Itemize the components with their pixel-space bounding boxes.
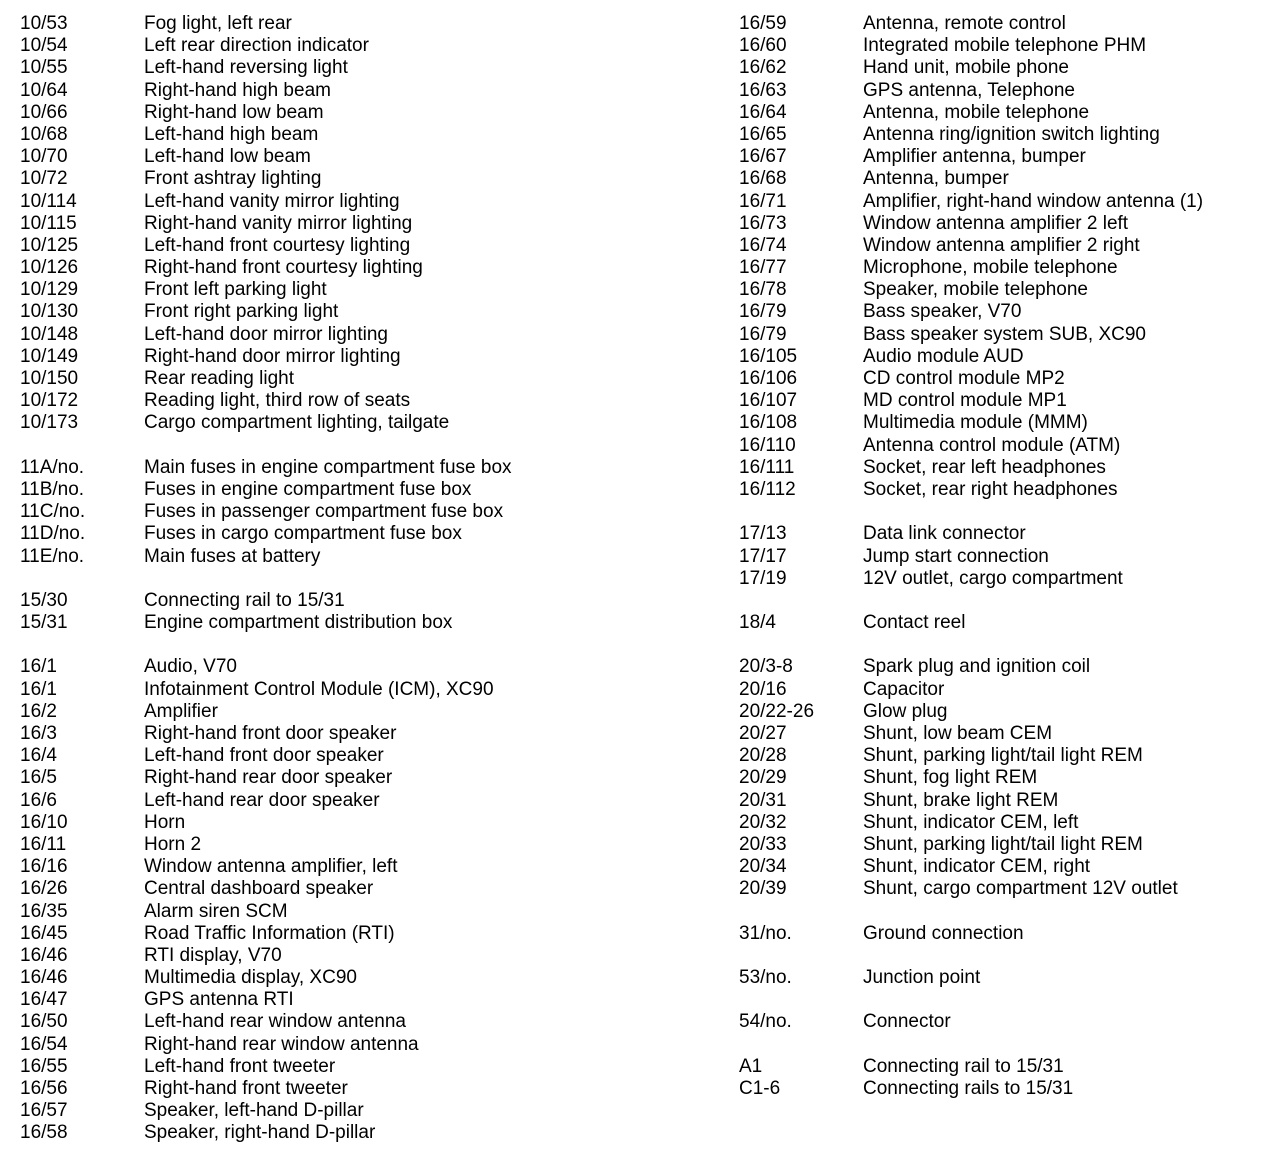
legend-entry: [739, 1011, 1269, 1033]
component-description: Multimedia module (MMM): [863, 412, 1088, 434]
legend-entry: [20, 368, 710, 390]
legend-entry: [20, 745, 710, 767]
component-code: 16/73: [739, 212, 787, 234]
component-code: 16/60: [739, 35, 787, 57]
section-spacer: [20, 634, 710, 656]
component-code: 16/4: [20, 745, 57, 767]
component-description: Road Traffic Information (RTI): [144, 922, 395, 944]
legend-entry: [739, 612, 1269, 634]
legend-entry: [739, 923, 1269, 945]
legend-entry: [20, 479, 710, 501]
component-code: 16/77: [739, 257, 787, 279]
component-code: 16/56: [20, 1078, 68, 1099]
component-description: RTI display, V70: [144, 944, 282, 966]
component-code: 53/no.: [739, 967, 792, 989]
legend-entry: [739, 35, 1269, 57]
component-code: 10/115: [20, 212, 77, 234]
legend-entry: [20, 723, 710, 745]
component-description: Audio module AUD: [863, 345, 1024, 367]
legend-entry: [20, 124, 710, 146]
legend-entry: [739, 80, 1269, 102]
component-description: Central dashboard speaker: [144, 878, 374, 900]
component-description: Antenna, bumper: [863, 168, 1009, 190]
component-description: Alarm siren SCM: [144, 900, 288, 922]
component-description: Connecting rail to 15/31: [863, 1055, 1064, 1077]
component-description: Shunt, indicator CEM, left: [863, 811, 1079, 833]
legend-entry: [20, 324, 710, 346]
legend-entry: [20, 1100, 710, 1122]
component-description: Main fuses at battery: [144, 545, 321, 567]
component-code: 16/68: [739, 168, 787, 190]
component-description: Horn: [144, 811, 186, 833]
component-description: Shunt, cargo compartment 12V outlet: [863, 878, 1178, 900]
legend-entry: [739, 457, 1269, 479]
legend-entry: [739, 102, 1269, 124]
component-code: 16/16: [20, 856, 68, 878]
component-description: Left-hand high beam: [144, 123, 319, 145]
component-description: Hand unit, mobile phone: [863, 57, 1069, 79]
component-description: Fuses in engine compartment fuse box: [144, 478, 472, 500]
component-code: 20/34: [739, 856, 787, 878]
component-code: 16/62: [739, 57, 787, 79]
legend-entry: [20, 412, 710, 434]
component-description: Ground connection: [863, 922, 1024, 944]
component-code: 16/5: [20, 767, 57, 789]
legend-entry: [20, 390, 710, 412]
component-code: 10/130: [20, 301, 79, 323]
legend-entry: [20, 546, 710, 568]
component-description: Window antenna amplifier 2 right: [863, 234, 1140, 256]
legend-entry: [739, 523, 1269, 545]
legend-entry: [20, 13, 710, 35]
component-description: CD control module MP2: [863, 368, 1065, 389]
component-description: Shunt, parking light/tail light REM: [863, 833, 1143, 855]
component-description: Right-hand low beam: [144, 101, 324, 123]
component-description: Integrated mobile telephone PHM: [863, 35, 1147, 57]
component-code: 16/111: [739, 456, 795, 478]
component-description: GPS antenna RTI: [144, 989, 294, 1011]
legend-entry: [20, 235, 710, 257]
component-code: 20/29: [739, 767, 787, 789]
legend-entry: [739, 1056, 1269, 1078]
legend-entry: [739, 767, 1269, 789]
legend-entry: [739, 967, 1269, 989]
legend-entry: [20, 679, 710, 701]
component-code: 10/54: [20, 35, 68, 57]
legend-entry: [20, 656, 710, 678]
component-description: Front left parking light: [144, 279, 327, 301]
component-code: 16/50: [20, 1011, 68, 1033]
component-code: 10/72: [20, 168, 68, 190]
legend-entry: [20, 767, 710, 789]
component-description: Left-hand vanity mirror lighting: [144, 190, 400, 212]
legend-entry: [739, 1078, 1269, 1100]
component-description: Speaker, mobile telephone: [863, 279, 1088, 301]
component-code: 10/53: [20, 13, 68, 34]
component-description: Left-hand front tweeter: [144, 1055, 336, 1077]
component-description: Left-hand front courtesy lighting: [144, 234, 411, 256]
component-code: 10/148: [20, 323, 79, 345]
legend-entry: [739, 279, 1269, 301]
component-description: Audio, V70: [144, 656, 237, 678]
component-description: 12V outlet, cargo compartment: [863, 567, 1123, 589]
legend-entry: [739, 679, 1269, 701]
component-description: Spark plug and ignition coil: [863, 656, 1091, 678]
component-description: Infotainment Control Module (ICM), XC90: [144, 678, 494, 700]
component-code: 16/79: [739, 323, 787, 345]
legend-entry: [739, 856, 1269, 878]
component-code: 16/108: [739, 412, 798, 434]
component-code: 16/106: [739, 368, 798, 389]
component-description: Speaker, right-hand D-pillar: [144, 1122, 376, 1144]
legend-entry: [739, 745, 1269, 767]
component-description: Socket, rear left headphones: [863, 456, 1106, 478]
component-code: A1: [739, 1055, 763, 1077]
component-description: Multimedia display, XC90: [144, 967, 357, 989]
component-code: 20/39: [739, 878, 787, 900]
component-code: 10/173: [20, 412, 79, 434]
component-code: 11E/no.: [20, 545, 85, 567]
component-description: Right-hand front courtesy lighting: [144, 257, 423, 279]
legend-entry: [20, 279, 710, 301]
component-code: 16/65: [739, 123, 787, 145]
component-code: 16/46: [20, 967, 68, 989]
component-code: 11D/no.: [20, 523, 86, 545]
component-code: 10/150: [20, 368, 79, 389]
legend-entry: [739, 812, 1269, 834]
legend-entry: [739, 546, 1269, 568]
component-code: 16/64: [739, 101, 787, 123]
component-description: Right-hand door mirror lighting: [144, 345, 401, 367]
component-code: 20/16: [739, 678, 787, 700]
component-description: Window antenna amplifier 2 left: [863, 212, 1129, 234]
component-code: 20/28: [739, 745, 787, 767]
component-description: Left-hand front door speaker: [144, 745, 384, 767]
component-description: Front right parking light: [144, 301, 339, 323]
legend-entry: [739, 13, 1269, 35]
section-spacer: [20, 435, 710, 457]
legend-entry: [739, 191, 1269, 213]
component-code: 11B/no.: [20, 478, 85, 500]
component-code: 16/46: [20, 944, 68, 966]
component-code: 10/66: [20, 101, 68, 123]
legend-entry: [20, 901, 710, 923]
section-spacer: [739, 945, 1269, 967]
component-code: 16/11: [20, 833, 67, 855]
component-code: 16/110: [739, 434, 796, 456]
legend-entry: [739, 346, 1269, 368]
component-description: Shunt, low beam CEM: [863, 723, 1053, 744]
legend-entry: [20, 80, 710, 102]
component-code: 16/3: [20, 723, 57, 744]
legend-entry: [739, 57, 1269, 79]
component-code: 16/112: [739, 478, 796, 500]
component-code: 10/172: [20, 390, 79, 412]
component-code: 11A/no.: [20, 456, 85, 478]
component-code: 16/54: [20, 1033, 68, 1055]
component-description: Shunt, brake light REM: [863, 789, 1059, 811]
legend-entry: [739, 435, 1269, 457]
legend-entry: [20, 612, 710, 634]
component-description: Fuses in passenger compartment fuse box: [144, 501, 504, 523]
legend-entry: [20, 213, 710, 235]
legend-entry: [739, 257, 1269, 279]
legend-entry: [20, 257, 710, 279]
component-description: Capacitor: [863, 678, 945, 700]
component-description: Jump start connection: [863, 545, 1049, 567]
component-description: Right-hand rear door speaker: [144, 767, 393, 789]
legend-entry: [20, 457, 710, 479]
legend-entry: [20, 856, 710, 878]
component-code: 16/45: [20, 922, 68, 944]
component-description: Antenna ring/ignition switch lighting: [863, 123, 1160, 145]
component-description: Left-hand rear window antenna: [144, 1011, 406, 1033]
component-code: 54/no.: [739, 1011, 792, 1033]
legend-entry: [20, 102, 710, 124]
legend-entry: [20, 35, 710, 57]
component-code: 16/47: [20, 989, 68, 1011]
component-code: 10/125: [20, 234, 79, 256]
legend-entry: [20, 945, 710, 967]
component-code: 16/59: [739, 13, 787, 34]
component-description: Antenna, mobile telephone: [863, 101, 1090, 123]
legend-entry: [739, 568, 1269, 590]
component-code: 16/1: [20, 678, 57, 700]
legend-entry: [20, 301, 710, 323]
component-description: Speaker, left-hand D-pillar: [144, 1100, 364, 1122]
legend-entry: [20, 1078, 710, 1100]
legend-entry: [739, 146, 1269, 168]
component-description: Fuses in cargo compartment fuse box: [144, 523, 462, 545]
legend-entry: [739, 124, 1269, 146]
legend-entry: [20, 146, 710, 168]
component-description: Horn 2: [144, 833, 202, 855]
component-description: Data link connector: [863, 523, 1026, 545]
component-description: Window antenna amplifier, left: [144, 856, 398, 878]
component-description: Antenna, remote control: [863, 13, 1066, 34]
component-description: Right-hand high beam: [144, 79, 331, 101]
component-code: 10/55: [20, 57, 68, 79]
legend-entry: [739, 878, 1269, 900]
legend-entry: [20, 878, 710, 900]
component-description: Glow plug: [863, 700, 948, 722]
component-code: 17/13: [739, 523, 787, 545]
component-code: 20/32: [739, 811, 787, 833]
component-code: 18/4: [739, 612, 776, 634]
component-description: Amplifier, right-hand window antenna (1): [863, 190, 1204, 212]
legend-entry: [739, 834, 1269, 856]
component-code: 16/63: [739, 79, 787, 101]
component-code: 16/58: [20, 1122, 68, 1144]
legend-entry: [20, 1011, 710, 1033]
component-code: 17/19: [739, 567, 787, 589]
component-code: 16/26: [20, 878, 68, 900]
component-code: 11C/no.: [20, 501, 86, 523]
section-spacer: [739, 1034, 1269, 1056]
component-description: Reading light, third row of seats: [144, 390, 411, 412]
component-code: 16/6: [20, 789, 57, 811]
left-column: [20, 13, 710, 1145]
legend-entry: [739, 790, 1269, 812]
section-spacer: [739, 989, 1269, 1011]
component-code: 20/27: [739, 723, 787, 744]
component-code: 20/33: [739, 833, 787, 855]
component-code: 16/35: [20, 900, 68, 922]
component-code: 20/31: [739, 789, 787, 811]
legend-entry: [20, 501, 710, 523]
component-description: Microphone, mobile telephone: [863, 257, 1118, 279]
component-code: 31/no.: [739, 922, 792, 944]
component-code: 16/74: [739, 234, 787, 256]
component-code: 16/79: [739, 301, 787, 323]
legend-entry: [739, 235, 1269, 257]
legend-entry: [20, 191, 710, 213]
component-description: Shunt, parking light/tail light REM: [863, 745, 1143, 767]
legend-entry: [20, 923, 710, 945]
component-code: 10/64: [20, 79, 68, 101]
component-description: Contact reel: [863, 612, 966, 634]
legend-entry: [739, 168, 1269, 190]
component-description: Connecting rail to 15/31: [144, 589, 345, 611]
legend-entry: [20, 346, 710, 368]
component-code: 10/126: [20, 257, 79, 279]
legend-entry: [20, 834, 710, 856]
component-description: Right-hand front tweeter: [144, 1078, 348, 1099]
component-description: Left-hand door mirror lighting: [144, 323, 388, 345]
right-column: [739, 13, 1269, 1100]
component-description: GPS antenna, Telephone: [863, 79, 1075, 101]
component-code: 16/78: [739, 279, 787, 301]
section-spacer: [20, 568, 710, 590]
component-description: Main fuses in engine compartment fuse box: [144, 456, 512, 478]
component-description: Shunt, fog light REM: [863, 767, 1038, 789]
component-description: Fog light, left rear: [144, 13, 292, 34]
legend-entry: [20, 1056, 710, 1078]
component-description: Right-hand vanity mirror lighting: [144, 212, 413, 234]
legend-entry: [739, 368, 1269, 390]
component-description: Connector: [863, 1011, 951, 1033]
section-spacer: [739, 634, 1269, 656]
legend-entry: [739, 390, 1269, 412]
component-description: Shunt, indicator CEM, right: [863, 856, 1091, 878]
legend-entry: [739, 412, 1269, 434]
legend-entry: [20, 967, 710, 989]
component-description: Left-hand low beam: [144, 146, 311, 168]
component-code: 16/71: [739, 190, 787, 212]
component-code: 15/31: [20, 612, 68, 634]
component-description: Right-hand front door speaker: [144, 723, 397, 744]
component-description: Amplifier: [144, 700, 218, 722]
section-spacer: [739, 590, 1269, 612]
legend-entry: [20, 57, 710, 79]
component-code: 10/149: [20, 345, 79, 367]
section-spacer: [739, 901, 1269, 923]
component-description: Rear reading light: [144, 368, 294, 389]
legend-entry: [20, 168, 710, 190]
component-code: 20/22-26: [739, 700, 815, 722]
legend-entry: [20, 790, 710, 812]
component-description: Cargo compartment lighting, tailgate: [144, 412, 450, 434]
legend-entry: [739, 301, 1269, 323]
component-description: Left-hand reversing light: [144, 57, 348, 79]
component-description: Engine compartment distribution box: [144, 612, 453, 634]
legend-entry: [739, 324, 1269, 346]
component-description: Bass speaker, V70: [863, 301, 1022, 323]
component-description: Junction point: [863, 967, 981, 989]
component-description: Socket, rear right headphones: [863, 478, 1118, 500]
section-spacer: [739, 501, 1269, 523]
legend-entry: [739, 723, 1269, 745]
component-code: 16/105: [739, 345, 798, 367]
component-description: Left rear direction indicator: [144, 35, 369, 57]
component-code: 10/68: [20, 123, 68, 145]
legend-entry: [20, 523, 710, 545]
component-code: 16/107: [739, 390, 798, 412]
legend-entry: [20, 989, 710, 1011]
component-code: 10/114: [20, 190, 77, 212]
legend-entry: [20, 1034, 710, 1056]
component-code: 16/2: [20, 700, 57, 722]
component-description: Front ashtray lighting: [144, 168, 322, 190]
component-code: 10/129: [20, 279, 79, 301]
component-description: Right-hand rear window antenna: [144, 1033, 419, 1055]
component-code: 17/17: [739, 545, 787, 567]
component-description: Connecting rails to 15/31: [863, 1078, 1074, 1099]
component-code: 10/70: [20, 146, 68, 168]
legend-entry: [739, 479, 1269, 501]
legend-entry: [20, 701, 710, 723]
component-description: Antenna control module (ATM): [863, 434, 1121, 456]
legend-entry: [20, 1122, 710, 1144]
component-code: 16/55: [20, 1055, 68, 1077]
component-code: 16/1: [20, 656, 57, 678]
component-description: Bass speaker system SUB, XC90: [863, 323, 1146, 345]
component-code: 16/57: [20, 1100, 68, 1122]
component-description: Left-hand rear door speaker: [144, 789, 380, 811]
legend-entry: [739, 213, 1269, 235]
component-code: 15/30: [20, 589, 68, 611]
legend-entry: [739, 701, 1269, 723]
legend-entry: [20, 812, 710, 834]
legend-entry: [739, 656, 1269, 678]
component-code: 16/10: [20, 811, 68, 833]
component-code: 16/67: [739, 146, 787, 168]
legend-entry: [20, 590, 710, 612]
component-code: C1-6: [739, 1078, 781, 1099]
component-code: 20/3-8: [739, 656, 793, 678]
component-description: MD control module MP1: [863, 390, 1067, 412]
component-description: Amplifier antenna, bumper: [863, 146, 1086, 168]
